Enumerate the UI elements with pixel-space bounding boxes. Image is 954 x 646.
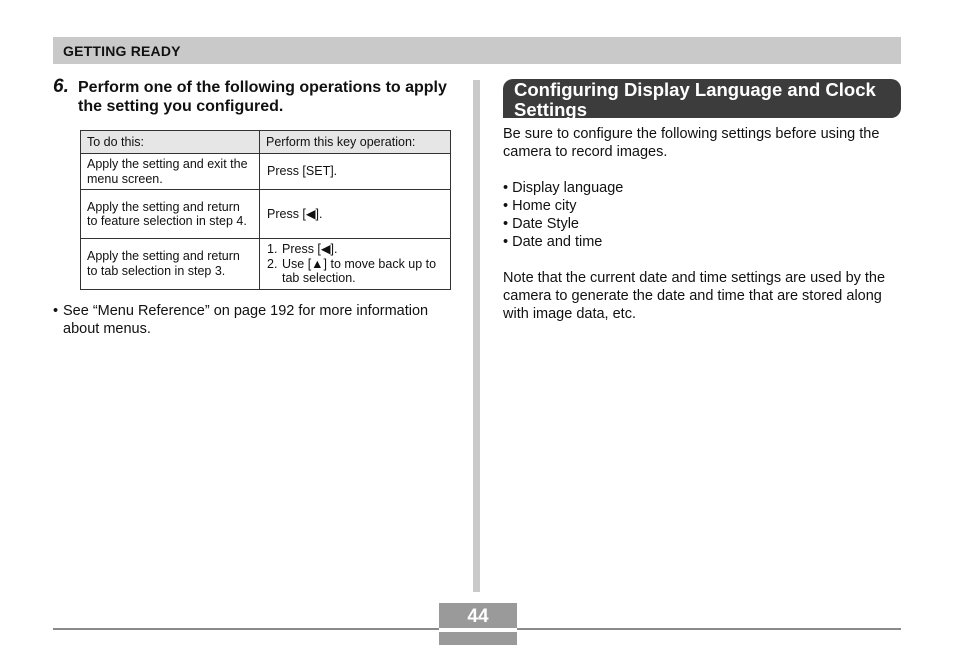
header-title: GETTING READY [63, 43, 181, 59]
operation-step [267, 257, 444, 286]
column-divider [473, 80, 480, 592]
section-intro: Be sure to configure the following settings before using the camera to record images. [503, 126, 880, 160]
table-header-row [81, 131, 451, 154]
right-column [503, 79, 901, 323]
operation-step-text: Use [▲] to move back up to tab selection. [282, 256, 437, 285]
operation-steps [267, 242, 444, 286]
page-number-tab [439, 603, 517, 645]
list-item: • Display language [503, 180, 624, 196]
list-item: • Date and time [503, 234, 603, 250]
table-cell-operation [260, 239, 451, 290]
page-number: 44 [467, 606, 489, 627]
operation-step-number: 1. [267, 242, 278, 256]
operation-step-text: Press [◀]. [282, 242, 338, 256]
section-heading: Configuring Display Language and Clock Settings [503, 79, 901, 118]
table-row [81, 239, 451, 290]
table-cell-action: Apply the setting and return to tab selection in step 3. [81, 239, 260, 290]
table-header-operation: Perform this key operation: [260, 131, 451, 154]
step-number: 6. [53, 76, 69, 97]
operation-step-number: 2. [267, 256, 278, 271]
step-text: Perform one of the following operations to apply the setting you configured. [78, 79, 447, 115]
table-row [81, 154, 451, 190]
table-cell-action: Apply the setting and return to feature selection in step 4. [81, 190, 260, 239]
settings-list [503, 179, 901, 251]
table-cell-action: Apply the setting and exit the menu screen. [81, 154, 260, 190]
menu-reference-note [53, 302, 453, 338]
table-header-action: To do this: [81, 131, 260, 154]
bullet: • [53, 303, 59, 319]
operations-table [80, 130, 451, 290]
operation-step [267, 242, 444, 257]
list-item: • Home city [503, 198, 577, 214]
section-closing: Note that the current date and time settings are used by the camera to generate the date and time that are stored along with image data, etc. [503, 270, 886, 322]
table-cell-operation: Press [SET]. [260, 154, 451, 190]
note-text: See “Menu Reference” on page 192 for more information about menus. [63, 303, 429, 337]
header-band [53, 37, 901, 64]
table-cell-operation: Press [◀]. [260, 190, 451, 239]
list-item: • Date Style [503, 216, 579, 232]
table-row [81, 190, 451, 239]
